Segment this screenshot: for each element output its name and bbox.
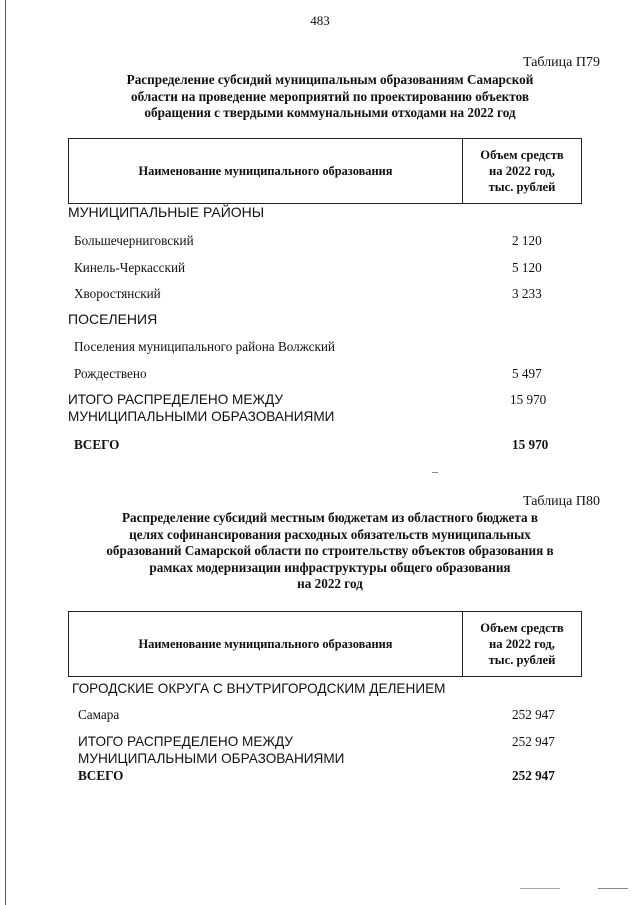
table-p80-label: Таблица П80 (523, 494, 600, 509)
header-line: тыс. рублей (488, 180, 556, 194)
row-name-line: МУНИЦИПАЛЬНЫМИ ОБРАЗОВАНИЯМИ (68, 409, 335, 424)
page-number: 483 (310, 13, 330, 28)
title-line: обращения с твердыми коммунальными отходами на 2022 год (144, 105, 516, 120)
row-name: Хворостянский (74, 286, 161, 301)
column-header-name: Наименование муниципального образования (69, 139, 463, 203)
title-line: области на проведение мероприятий по проектированию объектов (131, 88, 529, 104)
column-header-amount (463, 612, 581, 676)
table-p80-title (70, 510, 590, 593)
row-value: 15 970 (512, 437, 549, 452)
row-value: 252 947 (512, 707, 555, 722)
title-line: Распределение субсидий муниципальным образованиям Самарской (126, 72, 534, 87)
row-name: ВСЕГО (78, 768, 124, 783)
title-line: Распределение субсидий местным бюджетам из областного бюджета в (122, 510, 538, 525)
table-p80-header (68, 611, 582, 677)
row-name: Самара (78, 707, 120, 722)
row-name (68, 391, 488, 425)
header-line: на 2022 год, (489, 637, 555, 651)
column-header-name: Наименование муниципального образования (69, 612, 463, 676)
row-value: 3 233 (512, 286, 542, 301)
row-value: 252 947 (512, 734, 555, 749)
row-name: МУНИЦИПАЛЬНЫЕ РАЙОНЫ (68, 204, 265, 220)
row-name: ПОСЕЛЕНИЯ (68, 311, 158, 327)
header-line: Объем средств (480, 148, 564, 162)
scan-artifact (432, 472, 438, 473)
row-value: 2 120 (512, 233, 542, 248)
row-name: Кинель-Черкасский (74, 260, 186, 275)
row-value: 252 947 (512, 768, 555, 783)
title-line: на 2022 год (297, 576, 363, 591)
table-p79-title (70, 72, 590, 122)
row-value: 5 120 (512, 260, 542, 275)
row-value: 5 497 (512, 366, 542, 381)
row-name: ВСЕГО (74, 437, 120, 452)
table-p79-header (68, 138, 582, 204)
row-name (78, 733, 498, 767)
row-name: Рождествено (74, 366, 147, 381)
header-line: на 2022 год, (489, 164, 555, 178)
title-line: рамках модернизации инфраструктуры общего образования (149, 559, 511, 575)
row-name-line: ИТОГО РАСПРЕДЕЛЕНО МЕЖДУ (68, 392, 283, 407)
row-value: 15 970 (510, 392, 547, 407)
table-p79-label: Таблица П79 (523, 55, 600, 70)
row-name: ГОРОДСКИЕ ОКРУГА С ВНУТРИГОРОДСКИМ ДЕЛЕНИЕМ (72, 681, 446, 696)
row-name: Большечерниговский (74, 233, 194, 248)
column-header-amount (463, 139, 581, 203)
row-name-line: МУНИЦИПАЛЬНЫМИ ОБРАЗОВАНИЯМИ (78, 751, 345, 766)
row-name: Поселения муниципального района Волжский (74, 339, 335, 354)
scan-artifact (598, 888, 628, 889)
scan-page-edge (5, 0, 6, 905)
row-name-line: ИТОГО РАСПРЕДЕЛЕНО МЕЖДУ (78, 734, 293, 749)
title-line: целях софинансирования расходных обязательств муниципальных (129, 526, 531, 542)
header-line: Объем средств (480, 621, 564, 635)
scan-artifact (520, 888, 560, 889)
title-line: образований Самарской области по строительству объектов образования в (106, 543, 554, 558)
header-line: тыс. рублей (488, 653, 556, 667)
